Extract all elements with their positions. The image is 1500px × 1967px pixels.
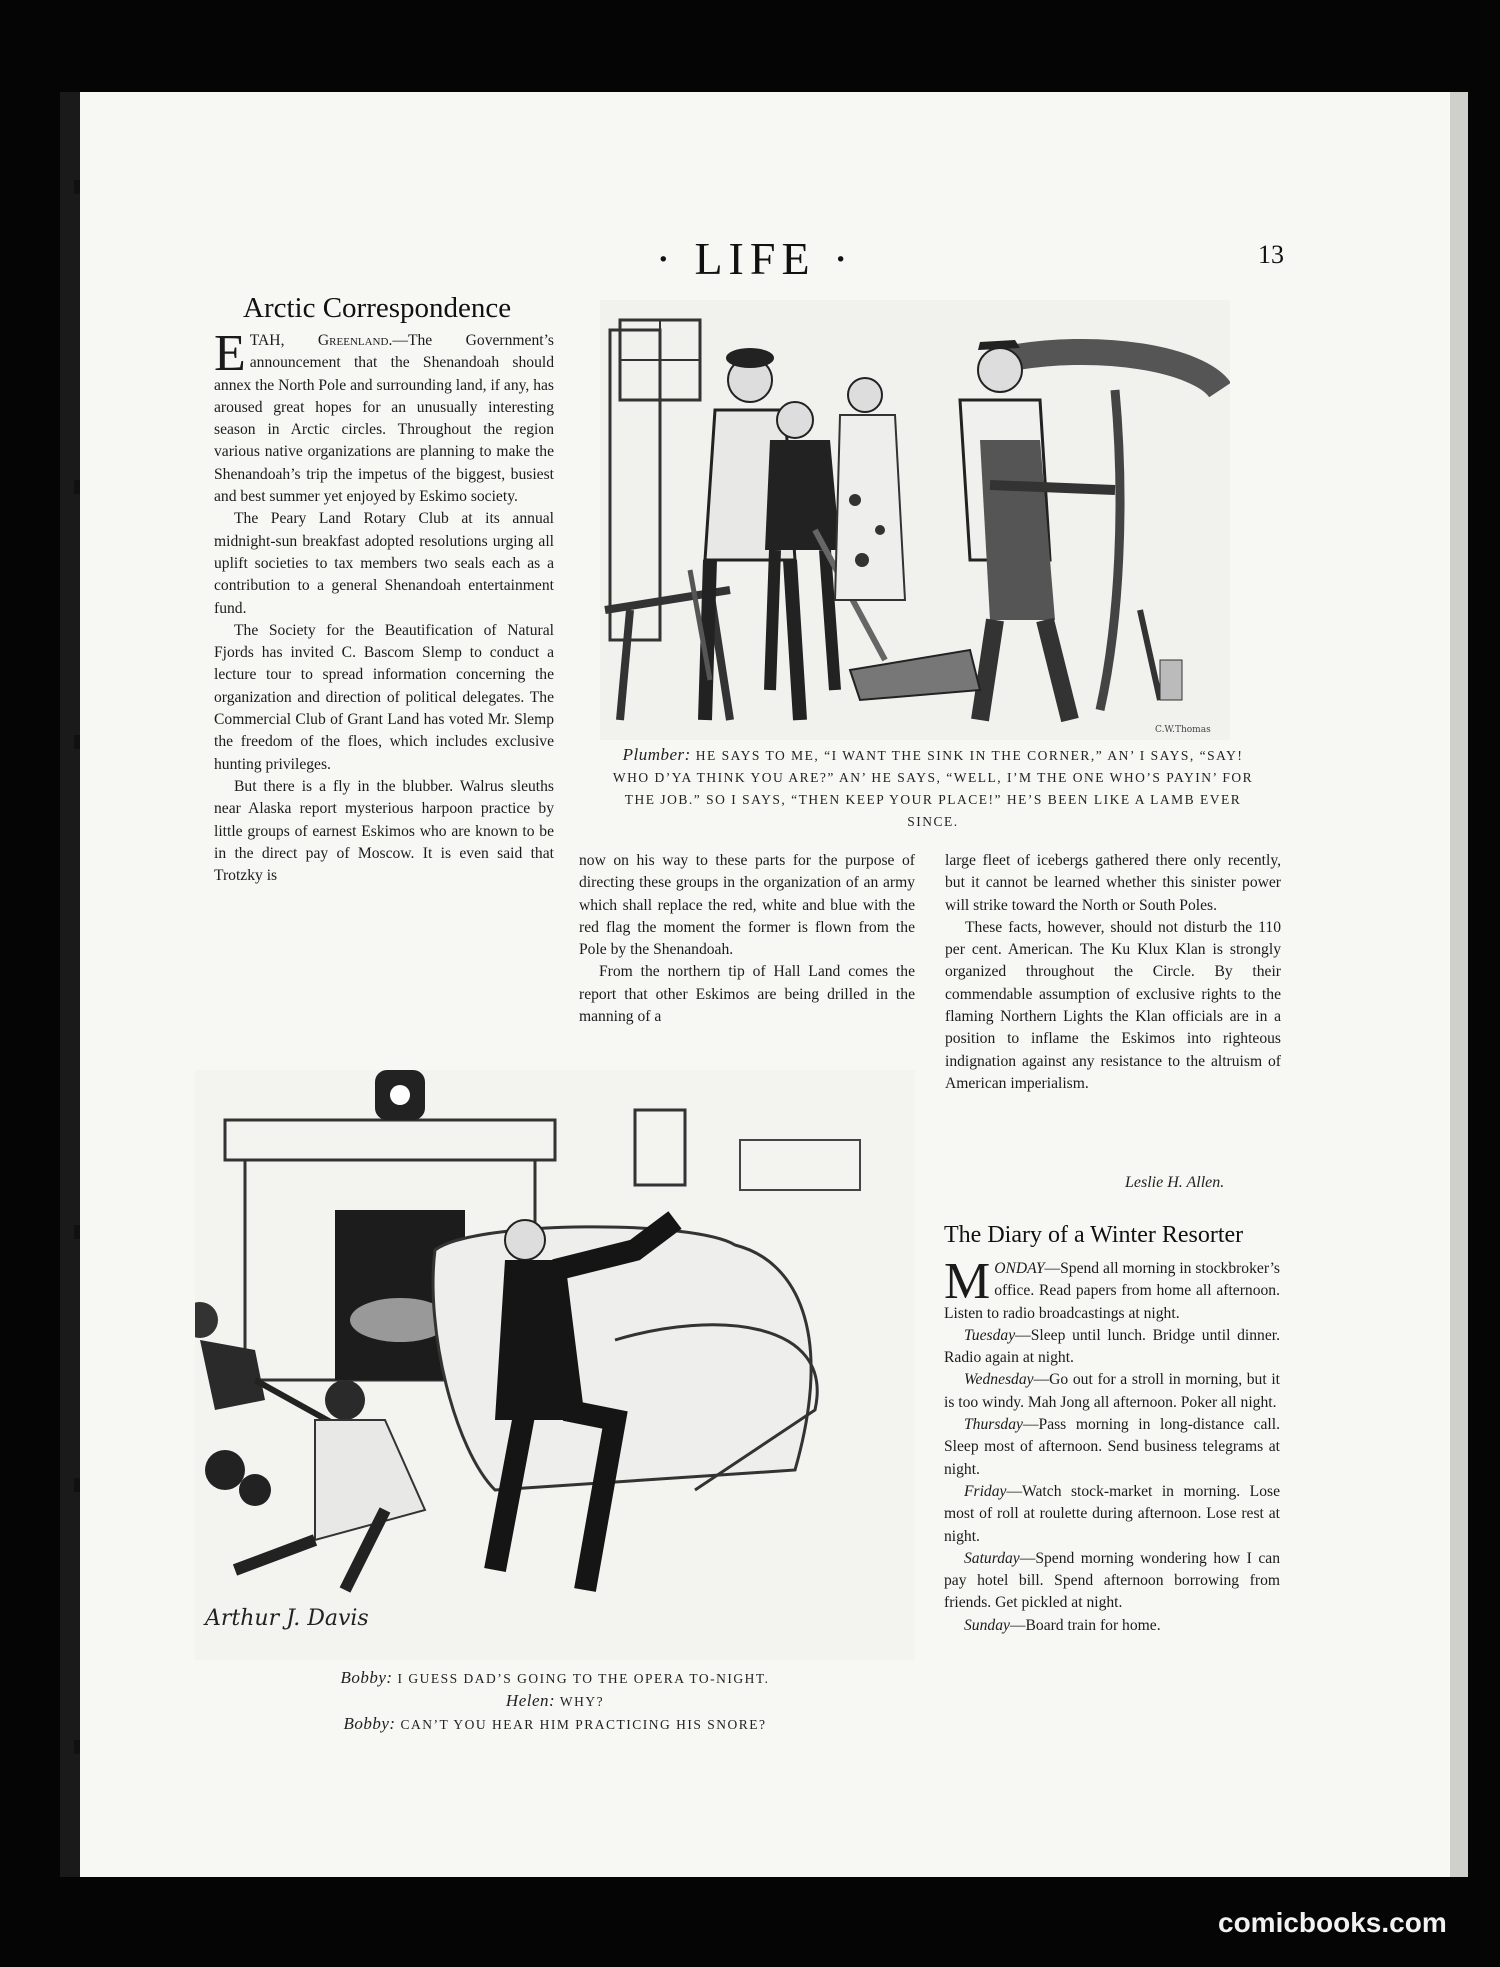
plumber-caption [608,744,1258,833]
opera-caption-line-2 [205,1690,905,1713]
diary-text-tuesday: —Sleep until lunch. Bridge until dinner. Radio again at night. [944,1326,1280,1367]
opera-caption-line-1 [205,1667,905,1690]
opera-caption-text-2: WHY? [559,1694,605,1709]
arctic-signature: Leslie H. Allen. [1125,1174,1225,1191]
diary-title: The Diary of a Winter Resorter [944,1222,1244,1248]
diary-day-sunday: Sunday [964,1616,1010,1634]
arctic-column-2 [579,850,915,1028]
arctic-paragraph-7: large fleet of icebergs gathered there only recently, but it cannot be learned whether this sinister power will strike toward the North or South Poles. [945,852,1281,914]
diary-dropcap: M [944,1253,991,1310]
arctic-paragraph-1-text: —The Government’s announcement that the Shenandoah should annex the North Pole and surrounding land, if any, has aroused great hopes for an unusually interesting season in Arctic circles. Throughout the region various native organizations are planning to make the Shenandoah’s trip the impetus of the biggest, busiest and best summer yet enjoyed by Eskimo society. [214,332,554,506]
opera-caption-text-1: I GUESS DAD’S GOING TO THE OPERA TO-NIGHT. [397,1671,770,1686]
diary-day-wednesday: Wednesday [964,1371,1034,1389]
site-watermark: comicbooks.com [1218,1907,1447,1938]
opera-caption [205,1667,905,1736]
arctic-paragraph-8: These facts, however, should not disturb the 110 per cent. American. The Ku Klux Klan is strongly organized throughout the Circle. By their commendable assumption of exclusive rights to the flaming Northern Lights the Klan officials are in a position to inflame the Eskimos into righteous indignation against any resistance to the altruism of American imperialism. [945,918,1281,1092]
diary-day-friday: Friday [964,1482,1007,1500]
diary-text-wednesday: —Go out for a stroll in morning, but it is too windy. Mah Jong all afternoon. Poker all night. [944,1371,1280,1411]
arctic-title: Arctic Correspondence [243,292,512,324]
opera-cartoon-illustration [195,1070,915,1660]
opera-caption-speaker-1: Bobby: [340,1668,393,1687]
arctic-dropcap: E [214,325,246,382]
diary-text-sunday: —Board train for home. [1009,1616,1161,1634]
arctic-paragraph-4: But there is a fly in the blubber. Walrus sleuths near Alaska report mysterious harpoon practice by little groups of earnest Eskimos who are known to be in the direct pay of Moscow. It is even said that Trotzky is [214,777,554,885]
arctic-paragraph-2: The Peary Land Rotary Club at its annual midnight-sun breakfast adopted resolutions urging all uplift societies to tax members two seals each as a contribution to a general Shenandoah entertainment fund. [214,510,554,617]
opera-caption-speaker-2: Helen: [505,1691,556,1710]
opera-caption-text-3: CAN’T YOU HEAR HIM PRACTICING HIS SNORE? [400,1717,767,1732]
plumber-artist-signature: C.W.Thomas [1155,725,1211,735]
diary-entry-wednesday [944,1369,1280,1414]
diary-text-friday: —Watch stock-market in morning. Lose most of roll at roulette during afternoon. Lose rest at night. [944,1482,1280,1545]
plumber-caption-speaker: Plumber: [622,745,691,764]
arctic-paragraph-5: now on his way to these parts for the purpose of directing these groups in the organization of an army which shall replace the red, white and blue with the red flag the moment the former is flown from the Pole by the Shenandoah. [579,852,915,959]
diary-text-monday: —Spend all morning in stockbroker’s office. Read papers from home all afternoon. Listen to radio broadcastings at night. [944,1260,1280,1322]
diary-day-tuesday: Tuesday [964,1326,1016,1344]
diary-entry-sunday [944,1615,1280,1637]
masthead-title: · LIFE · [655,233,855,284]
diary-entry-monday [944,1253,1280,1325]
opera-caption-speaker-3: Bobby: [343,1714,396,1733]
plumber-cartoon-illustration [600,300,1230,740]
diary-text-saturday: —Spend morning wondering how I can pay hotel bill. Spend afternoon borrowing from friends. Get pickled at night. [944,1549,1280,1612]
opera-caption-line-3 [205,1713,905,1736]
book-spine [60,92,80,1877]
plumber-caption-text: HE SAYS TO ME, “I WANT THE SINK IN THE CORNER,” AN’ I SAYS, “SAY! WHO D’YA THINK YOU ARE?” AN’ HE SAYS, “WELL, I’M THE ONE WHO’S PAYIN’ FOR THE JOB.” SO I SAYS, “THEN KEEP YOUR PLACE!” HE’S BEEN LIKE A LAMB EVER SINCE. [612,748,1254,829]
page-number: 13 [1258,240,1284,269]
arctic-paragraph-6: From the northern tip of Hall Land comes the report that other Eskimos are being drilled in the manning of a [579,963,915,1026]
diary-day-thursday: Thursday [964,1416,1023,1434]
diary-day-saturday: Saturday [964,1549,1020,1567]
arctic-paragraph-3: The Society for the Beautification of Natural Fjords has invited C. Bascom Slemp to conduct a lecture tour to spread information concerning the organization and direction of political delegates. The Commercial Club of Grant Land has voted Mr. Slemp the freedom of the floes, which includes exclusive hunting privileges. [214,621,554,773]
arctic-column-1 [214,325,554,887]
arctic-column-3 [945,850,1281,1095]
arctic-dateline: TAH, Greenland. [249,332,393,349]
diary-entry-saturday [944,1548,1280,1615]
diary-entry-friday [944,1481,1280,1548]
diary-column [944,1253,1280,1637]
arctic-paragraph-1 [214,325,554,508]
diary-day-monday: ONDAY [994,1260,1045,1277]
diary-entry-thursday [944,1414,1280,1481]
opera-artist-signature: Arthur J. Davis [205,1606,369,1631]
diary-text-thursday: —Pass morning in long-distance call. Sleep most of afternoon. Send business telegrams at night. [944,1416,1280,1478]
diary-entry-tuesday [944,1325,1280,1370]
